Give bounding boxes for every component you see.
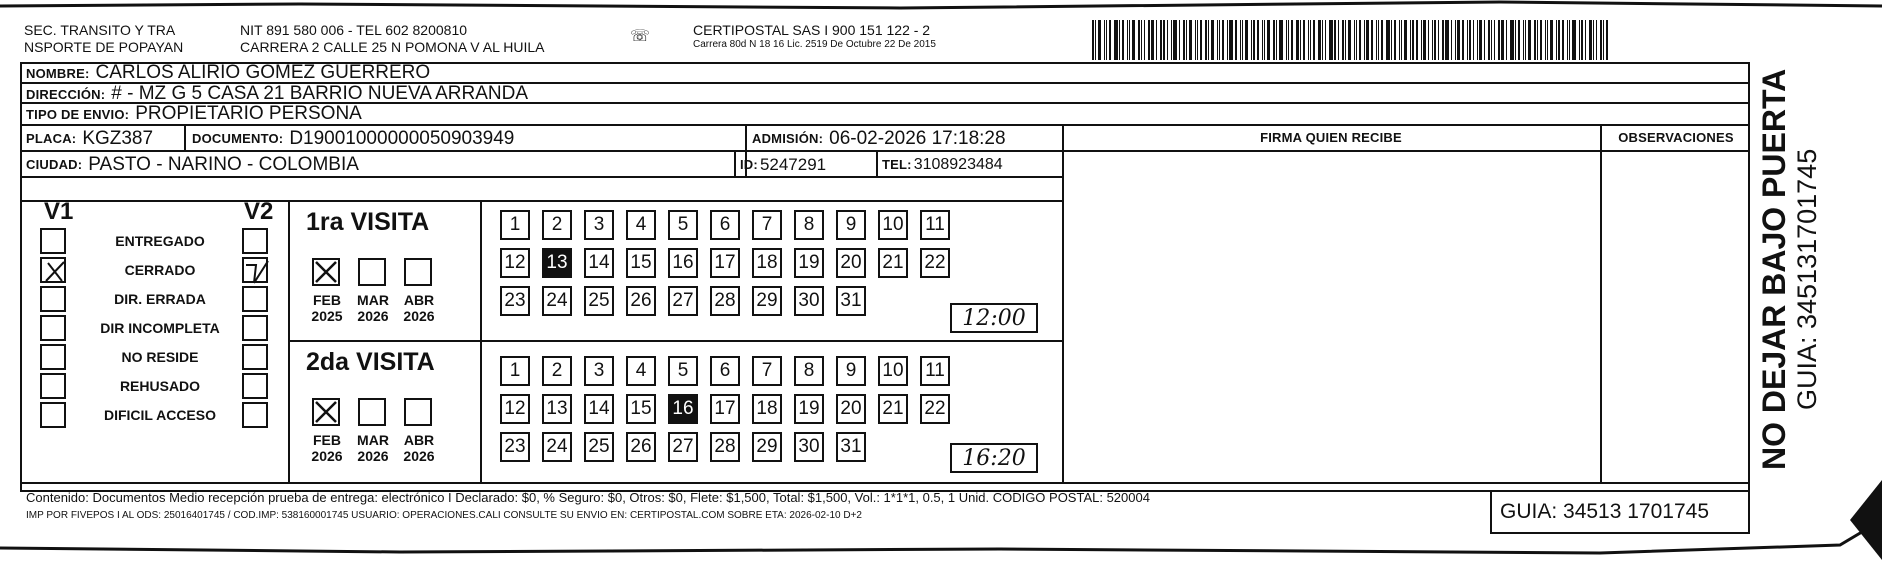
day-box[interactable]: 1 [500,356,530,386]
day-box[interactable]: 20 [836,394,866,424]
day-box[interactable]: 24 [542,432,572,462]
day-box[interactable]: 23 [500,432,530,462]
phone-icon: ☏ [630,28,651,45]
day-box[interactable]: 9 [836,210,866,240]
day-box[interactable]: 21 [878,394,908,424]
day-box[interactable]: 31 [836,286,866,316]
day-box[interactable]: 13 [542,248,572,278]
admision-label: ADMISIÓN: [752,131,824,146]
day-box[interactable]: 15 [626,248,656,278]
guia-box-text: GUIA: 34513 1701745 [1500,500,1709,523]
day-box[interactable]: 12 [500,248,530,278]
nit-line-2: CARRERA 2 CALLE 25 N POMONA V AL HUILA [240,39,545,55]
nombre-value: CARLOS ALIRIO GOMEZ GUERRERO [95,62,431,83]
courier-line-2: Carrera 80d N 18 16 Lic. 2519 De Octubre 22 De 2015 [693,39,936,50]
day-box[interactable]: 18 [752,394,782,424]
day-box[interactable]: 11 [920,210,950,240]
month-name: ABR [403,432,435,448]
status-label: NO RESIDE [121,349,199,365]
month-year: 2026 [403,308,435,324]
day-box[interactable]: 17 [710,394,740,424]
day-box[interactable]: 6 [710,210,740,240]
day-box[interactable]: 22 [920,394,950,424]
day-box[interactable]: 26 [626,286,656,316]
nit-line-1: NIT 891 580 006 - TEL 602 8200810 [240,22,468,38]
day-box[interactable]: 29 [752,286,782,316]
status-label: DIFICIL ACCESO [103,407,216,423]
day-box[interactable]: 2 [542,210,572,240]
placa-value: KGZ387 [82,127,154,149]
day-box[interactable]: 28 [710,286,740,316]
v2-label: V2 [244,198,274,225]
side-guia: GUIA: 345131701745 [1792,148,1822,410]
day-box[interactable]: 31 [836,432,866,462]
day-box[interactable]: 29 [752,432,782,462]
day-box[interactable]: 2 [542,356,572,386]
status-label: CERRADO [124,262,196,278]
day-box[interactable]: 18 [752,248,782,278]
day-box[interactable]: 23 [500,286,530,316]
month-year: 2026 [403,448,435,464]
visit1-title: 1ra VISITA [306,208,430,236]
placa-label: PLACA: [26,131,77,146]
visit2-time: 16:20 [962,445,1026,471]
month-name: FEB [313,432,341,448]
nombre-label: NOMBRE: [26,65,90,81]
day-box[interactable]: 4 [626,210,656,240]
day-box[interactable]: 4 [626,356,656,386]
day-box[interactable]: 10 [878,356,908,386]
tel-value: 3108923484 [913,155,1003,173]
ciudad-value: PASTO - NARINO - COLOMBIA [88,153,359,175]
no-dejar-bajo-puerta: NO DEJAR BAJO PUERTA [1756,68,1792,470]
day-box[interactable]: 8 [794,356,824,386]
courier-line-1: CERTIPOSTAL SAS I 900 151 122 - 2 [693,22,931,38]
day-box[interactable]: 28 [710,432,740,462]
day-box[interactable]: 15 [626,394,656,424]
day-box[interactable]: 19 [794,248,824,278]
day-box[interactable]: 30 [794,432,824,462]
documento-value: D19001000000050903949 [289,127,515,149]
sender-line-1: SEC. TRANSITO Y TRA [24,22,176,38]
day-box[interactable]: 16 [668,394,698,424]
day-box[interactable]: 22 [920,248,950,278]
tipo-envio-label: TIPO DE ENVIO: [26,106,130,122]
documento-label: DOCUMENTO: [192,131,284,146]
day-box[interactable]: 3 [584,356,614,386]
day-box[interactable]: 9 [836,356,866,386]
day-box[interactable]: 24 [542,286,572,316]
month-name: MAR [357,292,389,308]
admision-value: 06-02-2026 17:18:28 [829,127,1006,149]
month-year: 2026 [311,448,343,464]
day-box[interactable]: 26 [626,432,656,462]
day-box[interactable]: 8 [794,210,824,240]
day-box[interactable]: 20 [836,248,866,278]
day-box[interactable]: 30 [794,286,824,316]
status-label: ENTREGADO [115,233,205,249]
visit1-time: 12:00 [962,305,1026,331]
day-box[interactable]: 5 [668,210,698,240]
day-box[interactable]: 1 [500,210,530,240]
day-box[interactable]: 14 [584,394,614,424]
visit2-title: 2da VISITA [306,348,435,376]
month-name: ABR [403,292,435,308]
direccion-value: # - MZ G 5 CASA 21 BARRIO NUEVA ARRANDA [111,83,528,104]
v1-label: V1 [44,198,74,225]
status-label: DIR. ERRADA [114,291,206,307]
day-box[interactable]: 25 [584,432,614,462]
firma-header: FIRMA QUIEN RECIBE [1260,130,1402,145]
tipo-envio-value: PROPIETARIO PERSONA [135,103,362,124]
tel-label: TEL: [882,157,912,172]
month-year: 2026 [357,308,389,324]
month-name: MAR [357,432,389,448]
id-label: ID: [740,157,758,172]
day-box[interactable]: 11 [920,356,950,386]
day-box[interactable]: 17 [710,248,740,278]
direccion-label: DIRECCIÓN: [26,86,106,102]
footer-line-2: IMP POR FIVEPOS I AL ODS: 25016401745 / COD.IMP: 538160001745 USUARIO: OPERACIONES.CALI CONSULTE SU ENVIO EN: CERTIPOSTAL.COM SOBRE ETA: 2026-02-10 D+2 [26,510,862,521]
observaciones-header: OBSERVACIONES [1618,130,1734,145]
day-box[interactable]: 19 [794,394,824,424]
day-box[interactable]: 6 [710,356,740,386]
day-box[interactable]: 14 [584,248,614,278]
sender-line-2: NSPORTE DE POPAYAN [24,39,184,55]
day-box[interactable]: 7 [752,356,782,386]
day-box[interactable]: 12 [500,394,530,424]
day-box[interactable]: 13 [542,394,572,424]
day-box[interactable]: 21 [878,248,908,278]
id-value: 5247291 [759,154,827,174]
ciudad-label: CIUDAD: [26,157,83,172]
day-box[interactable]: 25 [584,286,614,316]
month-year: 2026 [357,448,389,464]
day-box[interactable]: 16 [668,248,698,278]
status-label: REHUSADO [119,378,201,394]
day-box[interactable]: 27 [668,432,698,462]
day-box[interactable]: 3 [584,210,614,240]
month-name: FEB [313,292,341,308]
footer-line-1: Contenido: Documentos Medio recepción prueba de entrega: electrónico I Declarado: $0, % Seguro: $0, Otros: $0, Flete: $1,500, Total: $1,500, Vol.: 1*1*1, 0.5, 1 Unid. CODIGO POSTAL: 520004 [26,490,1150,505]
status-label: DIR INCOMPLETA [100,320,220,336]
day-box[interactable]: 7 [752,210,782,240]
day-box[interactable]: 5 [668,356,698,386]
day-box[interactable]: 10 [878,210,908,240]
month-year: 2025 [311,308,343,324]
day-box[interactable]: 27 [668,286,698,316]
